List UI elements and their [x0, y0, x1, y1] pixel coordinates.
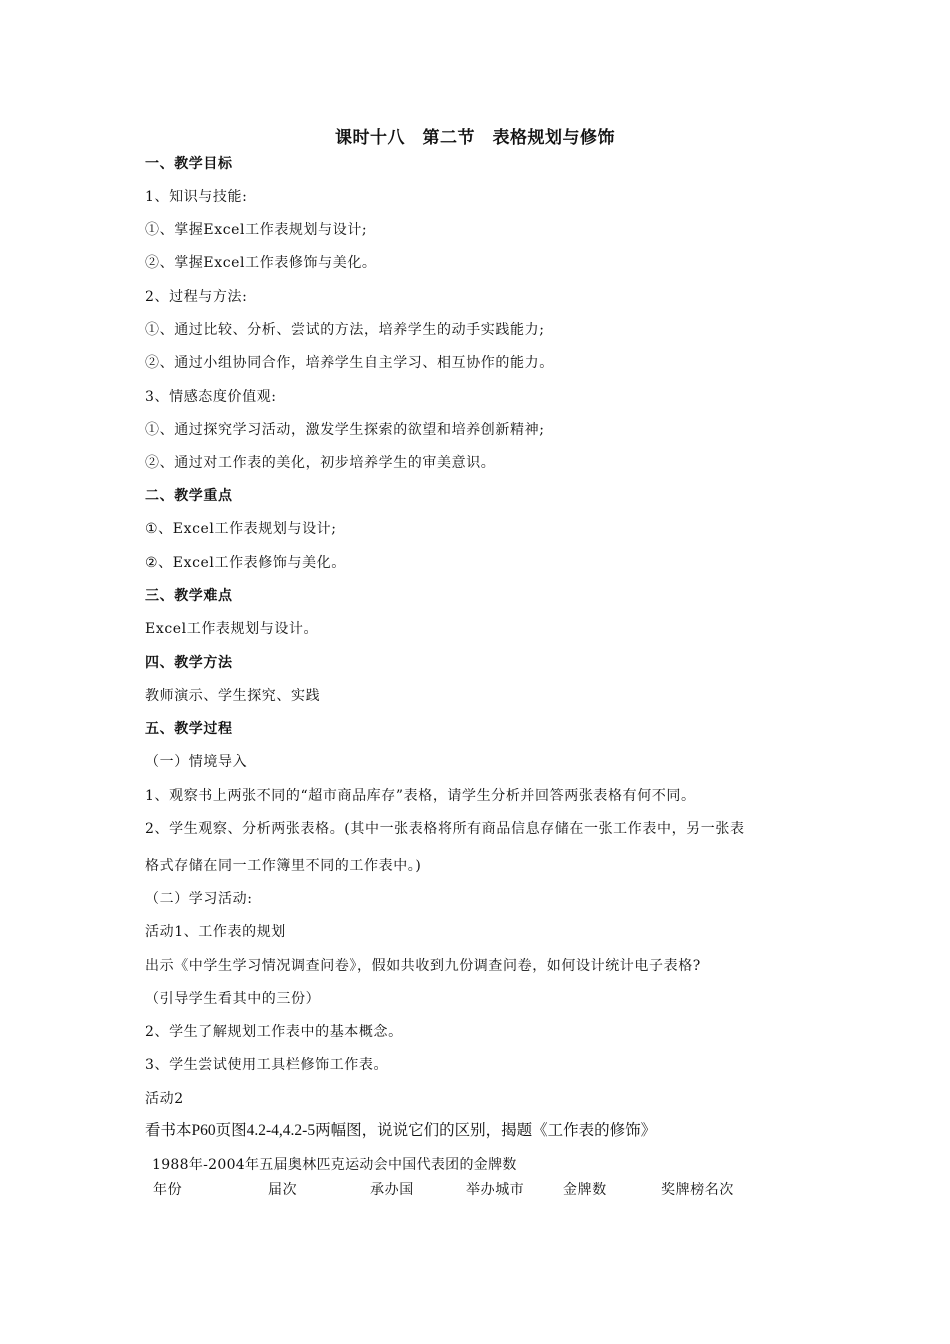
body-text-line: 活动1、工作表的规划	[145, 924, 286, 940]
section-heading: 五、教学过程	[145, 721, 233, 737]
body-text-line: ①、掌握Excel工作表规划与设计;	[145, 222, 368, 238]
body-text-line: 2、学生观察、分析两张表格。(其中一张表格将所有商品信息存储在一张工作表中，另一张表	[145, 821, 745, 837]
body-text-line: ①、通过比较、分析、尝试的方法，培养学生的动手实践能力;	[145, 322, 545, 338]
body-text-line: 活动2	[145, 1091, 184, 1107]
body-text-line: 1、观察书上两张不同的“超市商品库存”表格，请学生分析并回答两张表格有何不同。	[145, 788, 696, 804]
table-column-header: 承办国	[370, 1182, 414, 1198]
table-column-header: 金牌数	[563, 1182, 607, 1198]
section-heading: 四、教学方法	[145, 655, 233, 671]
body-text-line: 1、知识与技能:	[145, 189, 248, 205]
body-text-line: ①、通过探究学习活动，激发学生探索的欲望和培养创新精神;	[145, 422, 545, 438]
body-text-line: 2、学生了解规划工作表中的基本概念。	[145, 1024, 403, 1040]
section-heading: 一、教学目标	[145, 156, 233, 172]
table-column-header: 奖牌榜名次	[661, 1182, 734, 1198]
table-column-header: 届次	[268, 1182, 298, 1198]
body-text-line: 格式存储在同一工作簿里不同的工作表中。)	[145, 858, 422, 874]
body-text-line: 看书本P60页图4.2-4,4.2-5两幅图，说说它们的区别，揭题《工作表的修饰》	[145, 1122, 657, 1139]
body-text-line: 3、学生尝试使用工具栏修饰工作表。	[145, 1057, 389, 1073]
page-title: 课时十八 第二节 表格规划与修饰	[335, 128, 615, 148]
body-text-line: ①、Excel工作表规划与设计;	[145, 521, 337, 537]
body-text-line: （二）学习活动:	[145, 891, 253, 907]
body-text-line: 2、过程与方法:	[145, 289, 248, 305]
table-caption: 1988年-2004年五届奥林匹克运动会中国代表团的金牌数	[152, 1157, 517, 1173]
body-text-line: ②、通过小组协同合作，培养学生自主学习、相互协作的能力。	[145, 355, 554, 371]
body-text-line: （引导学生看其中的三份）	[145, 991, 321, 1007]
body-text-line: （一）情境导入	[145, 754, 248, 770]
body-text-line: 教师演示、学生探究、实践	[145, 688, 321, 704]
section-heading: 三、教学难点	[145, 588, 233, 604]
body-text-line: ②、通过对工作表的美化，初步培养学生的审美意识。	[145, 455, 496, 471]
body-text-line: ②、Excel工作表修饰与美化。	[145, 555, 346, 571]
body-text-line: 3、情感态度价值观:	[145, 389, 277, 405]
body-text-line: 出示《中学生学习情况调查问卷》，假如共收到九份调查问卷，如何设计统计电子表格?	[145, 958, 701, 974]
body-text-line: ②、掌握Excel工作表修饰与美化。	[145, 255, 377, 271]
table-column-header: 年份	[153, 1182, 183, 1198]
body-text-line: Excel工作表规划与设计。	[145, 621, 319, 637]
section-heading: 二、教学重点	[145, 488, 233, 504]
table-column-header: 举办城市	[466, 1182, 525, 1198]
